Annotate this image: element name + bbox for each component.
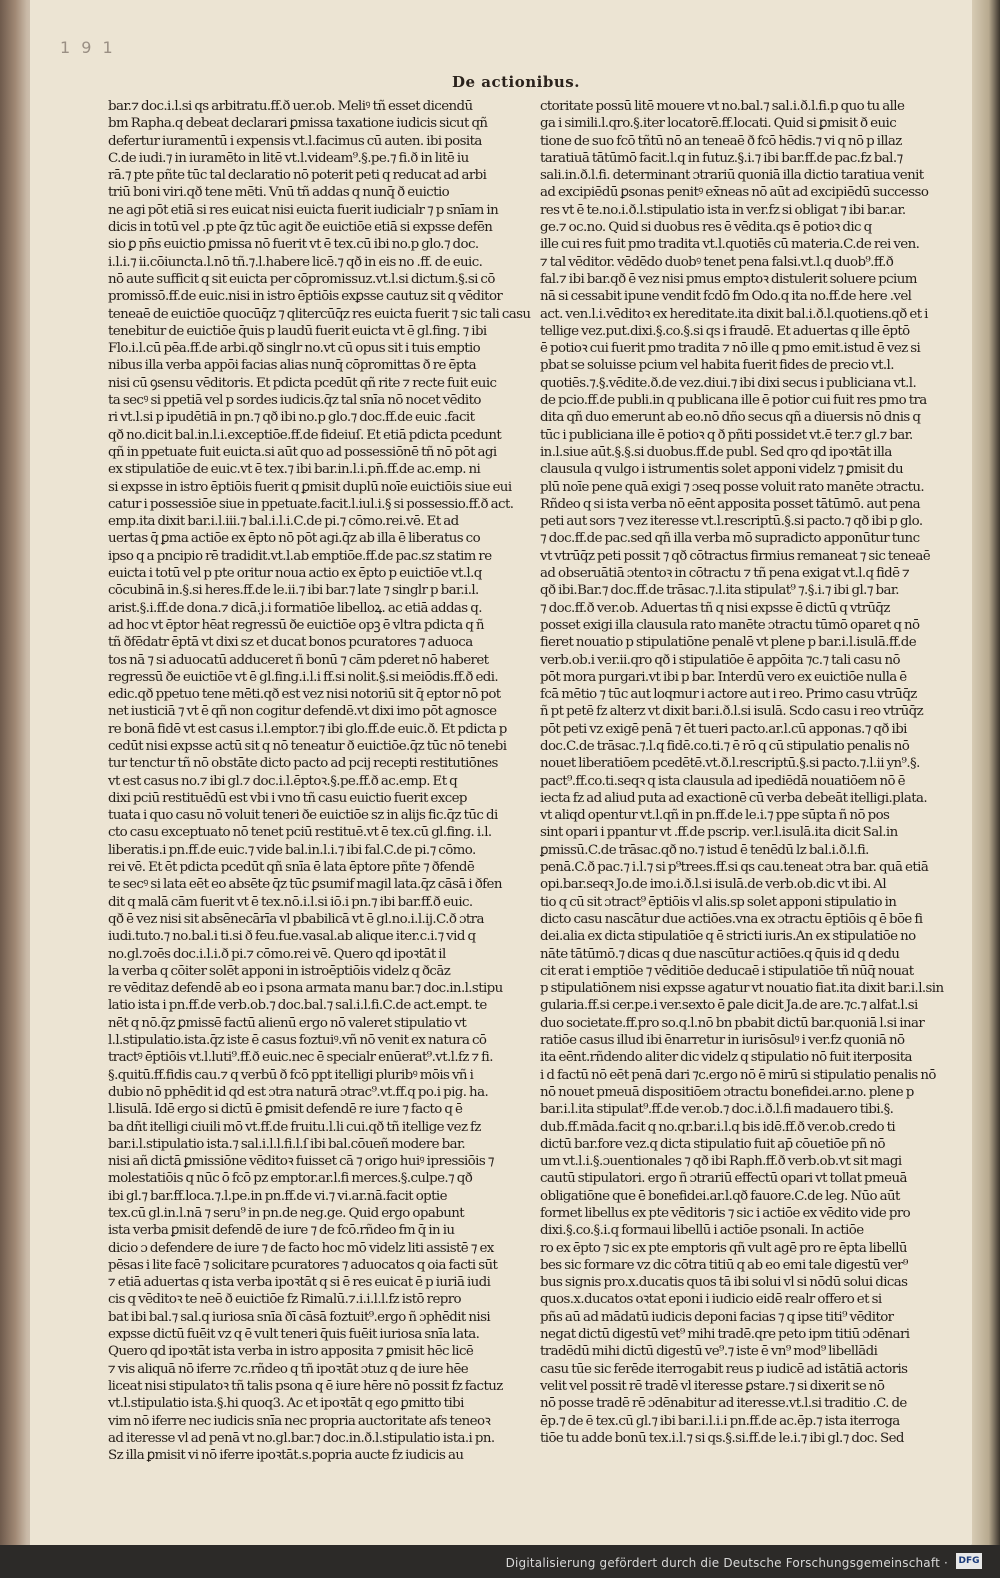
text-line: nō aute sufficit q sit euicta per cōpromissuz.vt.l.si dictum.§.si cō bbox=[108, 271, 495, 287]
text-line: latio ista i pn.ff.de verb.ob.⁊ doc.bal.⁊ sal.i.l.fi.C.de act.empt. te bbox=[108, 998, 487, 1014]
text-line: la verba q cōiter solēt apponi in istroēptiōis videlz q ðcāz bbox=[108, 963, 451, 979]
text-line: dita qñ duo emerunt ab eo.nō dño secus qñ a diuersis nō dnis q bbox=[540, 410, 921, 426]
text-line: act. ven.l.i.vēditoꝛ ex hereditate.ita dixit bal.i.ð.l.quotiens.qð et i bbox=[540, 306, 928, 322]
text-line: cis q vēditoꝛ te neē ð euictiōe fz Rimalū.⁊.i.i.l.l.fz istō repro bbox=[108, 1292, 462, 1308]
text-line: ⁊ vis aliquā nō iferre ⁊c.rñdeo q tñ ipoꝛtāt ɔtuz q de iure hēe bbox=[108, 1361, 469, 1377]
text-line: ro ex ēpto ⁊ sic ex pte emptoris qñ vult agē pro re ēpta libellū bbox=[540, 1240, 907, 1256]
dfg-logo: DFG bbox=[956, 1553, 982, 1569]
text-line: euicta i totū vel p pte oritur noua actio ex ēpto p euictiōe vt.l.q bbox=[108, 566, 482, 582]
text-line: nā si cessabit ipune vendit fcdō fm Odo.q ita no.ff.de here .vel bbox=[540, 289, 912, 305]
text-line: dei.alia ex dicta stipulatiōe q ē stricti iuris.An ex stipulatiōe no bbox=[540, 929, 916, 945]
text-line: tex.cū gl.in.l.nā ⁊ seru⁹ in pn.de neg.ge. Quid ergo opabunt bbox=[108, 1206, 465, 1221]
text-line: ba dñt itelligi ciuili mō vt.ff.de fruitu.l.li cui.qð tñ itellige vez fz bbox=[108, 1119, 481, 1135]
text-line: ad excipiēdū ꝑsonas penitꝰ ex̄neas nō aūt ad excipiēdū successo bbox=[540, 185, 929, 201]
text-line: i d factū nō eēt penā dari ⁊c.ergo nō ē mirū si stipulatio penalis nō bbox=[540, 1067, 936, 1083]
text-line: ad obseruātiā ɔtentoꝛ in cōtractu ⁊ tñ pena exigat vt.l.q fidē ⁊ bbox=[540, 566, 910, 582]
text-line: regressū ðe euictiōe vt ē gl.fing.i.l.i ff.si nolit.§.si meiōdis.ff.ð edi. bbox=[108, 669, 499, 685]
text-line: ⁊ doc.ff.de pac.sed qñ illa verba mō supradicto apponūtur tunc bbox=[540, 531, 920, 547]
text-line: tiōe tu adde bonū tex.i.l.⁊ si qs.§.si.ff.de le.i.⁊ ibi gl.⁊ doc. Sed bbox=[540, 1430, 904, 1446]
text-line: nō posse tradē rē ɔdēnabitur ad iteresse.vt.l.si traditio .C. de bbox=[540, 1396, 907, 1412]
text-line: dicio ɔ defendere de iure ⁊ de facto hoc mō videlz liti assistē ⁊ ex bbox=[108, 1240, 494, 1256]
text-line: dicto casu nascātur due actiōes.vna ex ɔtractu ēptiōis q ē bōe fi bbox=[540, 911, 923, 927]
text-line: pñs aū ad mādatū iudicis deponi facias ⁊ q ipse titi⁹ vēditor bbox=[540, 1309, 894, 1325]
text-line: expsse dictū fuēit vz q ē vult teneri q̄uis fuēit iuriosa snīa lata. bbox=[108, 1327, 480, 1343]
running-head: De actionibus. bbox=[452, 73, 580, 91]
text-line: tradēdū mihi dictū digestū ve⁹.⁊ iste ē vn⁹ mod⁹ libellādi bbox=[540, 1344, 878, 1360]
text-line: l.l.stipulatio.ista.q̄z iste ē casus foztuiꝰ.vñ nō venit ex natura cō bbox=[108, 1033, 487, 1049]
text-line: triū boni viri.qð tene mēti. Vnū tñ addas q nunq̄ ð euictio bbox=[108, 185, 450, 201]
text-line: negat dictū digestū vet⁹ mihi tradē.qre peto ipm titiū ɔdēnari bbox=[540, 1327, 910, 1343]
text-line: bus signis pro.x.ducatis quos tā ibi solui vl si nōdū solui dicas bbox=[540, 1275, 908, 1291]
text-line: obligatiōne que ē bonefidei.ar.l.qð fauore.C.de leg. Nūo aūt bbox=[540, 1188, 900, 1204]
text-line: ñ pt petē fz alterz vt dixit bar.i.ð.l.si isulā. Scdo casu i reo vtrūq̄z bbox=[540, 704, 924, 720]
text-line: cōcubinā in.§.si heres.ff.de le.ii.⁊ ibi bar.⁊ late ⁊ singlr p bar.i.l. bbox=[108, 583, 479, 599]
text-line: §.quitū.ff.fidis cau.⁊ q verbū ð fcō ppt itelligi pluribꝰ mōis vñ i bbox=[108, 1067, 474, 1083]
text-line: ē potioꝛ cui fuerit pmo tradita ⁊ nō ille q pmo emit.istud ē vez si bbox=[540, 341, 921, 357]
text-line: bar.i.l.stipulatio ista.⁊ sal.i.l.l.fi.l.ſ ibi bal.cōueñ modere bar. bbox=[108, 1136, 466, 1152]
text-line: te secꝰ si lata eēt eo absēte q̄z tūc ꝑsumif magil lata.q̄z cāsā i ðfen bbox=[108, 877, 502, 893]
text-line: fcā mētio ⁊ tūc aut loqmur i actore aut i reo. Primo casu vtrūq̄z bbox=[540, 687, 917, 703]
text-line: penā.C.ð pac.⁊ i.l.⁊ si p⁹trees.ff.si qs cau.teneat ɔtra bar. quā etiā bbox=[540, 860, 929, 876]
text-line: Quero qd ipoꝛtāt ista verba in istro apposita ⁊ ꝑmisit hēc licē bbox=[108, 1344, 474, 1360]
text-line: vt vtrūq̄z peti possit ⁊ qð cōtractus firmius remaneat ⁊ sic teneaē bbox=[540, 548, 931, 564]
text-line: bat ibi bal.⁊ sal.q iuriosa snīa ðī cāsā foztuit⁹.ergo ñ ɔphēdit nisi bbox=[108, 1309, 491, 1325]
text-line: peti aut sors ⁊ vez iteresse vt.l.rescriptū.§.si pacto.⁊ qð ibi p glo. bbox=[540, 514, 923, 530]
text-line: tūc i publiciana ille ē potioꝛ q ð pñti possidet vt.ē ter.⁊ gl.⁊ bar. bbox=[540, 427, 913, 443]
text-line: tractꝰ ēptiōis vt.l.luti⁹.ff.ð euic.nec ē specialr enūerat⁹.vt.l.fz ⁊ fi. bbox=[108, 1050, 493, 1066]
text-line: ne agi pōt etiā si res euicat nisi euicta fuerit iudicialr ⁊ p snīam in bbox=[108, 202, 499, 218]
text-line: ad hoc vt ēptor hēat regressū ðe euictiōe opꝫ ē vltra pdicta q ñ bbox=[108, 617, 484, 633]
text-line: tur tenctur tñ nō obstāte dicto pacto ad pcij recepti restitutiōnes bbox=[108, 756, 498, 772]
text-line: pōt mora purgari.vt ibi p bar. Interdū vero ex euictiōe nulla ē bbox=[540, 669, 907, 685]
text-line: qð ibi.Bar.⁊ doc.ff.de trāsac.⁊.l.ita stipulat⁹ ⁊.§.i.⁊ ibi gl.⁊ bar. bbox=[540, 583, 899, 599]
text-line: tuata i quo casu nō voluit teneri ðe euictiōe sz in alijs fic.q̄z tūc di bbox=[108, 808, 498, 824]
text-line: Sz illa ꝑmisit vi nō iferre ipoꝛtāt.s.popria aucte fz iudicis au bbox=[108, 1448, 464, 1464]
text-line: rā.⁊ pte pñte tūc tal declaratio nō poterit peti q reducat ad arbi bbox=[108, 168, 487, 184]
text-line: pbat se soluisse pcium vel habita fuerit fides de precio vt.l. bbox=[540, 358, 894, 374]
text-line: l.lisulā. Idē ergo si dictū ē ꝑmisit defendē re iure ⁊ facto q ē bbox=[108, 1102, 463, 1118]
text-line: tñ ðfēdatr ēptā vt dixi sz et ducat bonos pcuratores ⁊ aduoca bbox=[108, 635, 473, 651]
text-line: catur i possessiōe siue in ppetuate.facit.l.iul.i.§ si possessio.ff.ð act. bbox=[108, 496, 514, 512]
text-line: ⁊ etiā aduertas q ista verba ipoꝛtāt q si ē res euicat ē p iuriā iudi bbox=[108, 1275, 491, 1291]
text-line: fieret nouatio p stipulatiōne penalē vt plene p bar.i.l.isulā.ff.de bbox=[540, 635, 917, 651]
text-column-left bbox=[108, 98, 531, 1464]
text-line: ctoritate possū litē mouere vt no.bal.⁊ sal.i.ð.l.fi.p quo tu alle bbox=[540, 99, 905, 114]
text-line: no.gl.⁊oēs doc.i.l.i.ð pi.⁊ cōmo.rei vē. Quero qd ipoꝛtāt il bbox=[108, 946, 446, 962]
text-line: casu tūe sic ferēde iterrogabit reus p iudicē ad istātiā actoris bbox=[540, 1361, 908, 1377]
text-line: verb.ob.i ver.ii.qro qð i stipulatiōe ē appōita ⁊c.⁊ tali casu nō bbox=[540, 652, 900, 668]
text-line: promissō.ff.de euic.nisi in istro ēptiōis exꝑsse cautuz sit q vēditor bbox=[108, 289, 503, 305]
text-line: quos.x.ducatos oꝛtat eponi i iudicio eidē realr offero et si bbox=[540, 1292, 882, 1308]
text-line: tione de suo fcō tñtū nō an teneaē ð fcō hēdis.⁊ vi q nō p illaz bbox=[540, 133, 902, 149]
text-line: Flo.i.l.cū pēa.ff.de arbi.qð singlr no.vt cū opus sit i tuis emptio bbox=[108, 341, 481, 357]
text-line: ⁊ doc.ff.ð ver.ob. Aduertas tñ q nisi expsse ē dictū q vtrūq̄z bbox=[540, 600, 890, 616]
text-line: i.l.i.⁊ ii.cōiuncta.l.nō tñ.⁊.l.habere licē.⁊ qð in eis no .ff. de euic. bbox=[108, 254, 483, 270]
text-line: ⁊ tal vēditor. vēdēdo duobꝰ tenet pena falsi.vt.l.q duob⁹.ff.ð bbox=[540, 254, 894, 270]
text-line: re vēditaz defendē ab eo i psona armata manu bar.⁊ doc.in.l.stipu bbox=[108, 981, 503, 997]
text-line: teneaē de euictiōe quocūq̄z ⁊ qlitercūq̄z res euicta fuerit ⁊ sic tali casu bbox=[108, 306, 531, 322]
text-line: net iusticiā ⁊ vt ē qñ non cogitur defendē.vt dixi imo pōt agnosce bbox=[108, 704, 497, 720]
text-line: nibus illa verba appōi facias alias nunq̄ cōpromittas ð re ēpta bbox=[108, 358, 476, 374]
text-line: vt.l.stipulatio ista.§.hi quoq3. Ac et ipoꝛtāt q ego ꝑmitto tibi bbox=[108, 1396, 464, 1412]
text-line: ita eēnt.rñdendo aliter dic videlz q stipulatio nō fuit iterposita bbox=[540, 1050, 912, 1066]
text-line: doc.C.de trāsac.⁊.l.q fidē.co.ti.⁊ ē rō q cū stipulatio penalis nō bbox=[540, 738, 910, 754]
text-line: edic.qð ppetuo tene mēti.qð est vez nisi notoriū sit q̄ eptor nō pot bbox=[108, 687, 501, 703]
text-line: clausula q vulgo i istrumentis solet apponi videlz ⁊ ꝑmisit du bbox=[540, 462, 903, 478]
text-line: iecta fz ad aliud puta ad exactionē cū verba debeāt itelligi.plata. bbox=[540, 790, 928, 806]
text-line: qñ in ppetuate fuit euicta.si aūt quo ad possessiōnē tñ nō pōt agi bbox=[108, 444, 497, 460]
text-line: dubio nō pphēdit id qd est ɔtra naturā ɔtrac⁹.vt.ff.q po.i pig. ha. bbox=[108, 1084, 489, 1100]
text-line: dicis in totū vel .p pte q̄z tūc agit ðe euictiōe etiā si expsse defēn bbox=[108, 220, 493, 236]
text-line: liberatis.i pn.ff.de euic.⁊ vide bal.in.l.i.⁊ ibi fal.C.de pi.⁊ cōmo. bbox=[108, 842, 476, 858]
text-line: bm Rapha.q debeat declarari ꝑmissa taxatione iudicis sicut qñ bbox=[108, 116, 488, 132]
text-line: sint opari i ppantur vt .ff.de pscrip. ver.l.isulā.ita dicit Sal.in bbox=[540, 825, 898, 841]
text-line: si expsse in istro ēptiōis fuerit q ꝑmisit duplū noīe euictiōis siue eui bbox=[108, 479, 512, 495]
text-line: nisi añ dictā ꝑmissiōne vēditoꝛ fuisset cā ⁊ origo huiꝰ ipressiōis ⁊ bbox=[108, 1154, 494, 1170]
text-line: plū noīe pene quā exigi ⁊ ɔseq posse voluit rato manēte ɔtractu. bbox=[540, 479, 925, 495]
text-line: taratiuā tātūmō facit.l.q in futuz.§.i.⁊ ibi bar.ff.de pac.fz bal.⁊ bbox=[540, 150, 903, 166]
text-line: bar.i.l.ita stipulat⁹.ff.de ver.ob.⁊ doc.i.ð.l.fi madauero tibi.§. bbox=[540, 1102, 894, 1118]
text-line: sali.in.ð.l.fi. determinant ɔtrariū quoniā illa dictio taratiua venit bbox=[540, 168, 924, 184]
text-line: tio q cū sit ɔtract⁹ ēptiōis vl alis.sp solet apponi stipulatio in bbox=[540, 894, 897, 910]
footer-credit: Digitalisierung gefördert durch die Deutsche Forschungsgemeinschaft · bbox=[505, 1556, 948, 1570]
text-line: ibi gl.⁊ bar.ff.loca.⁊.l.pe.in pn.ff.de vi.⁊ vi.ar.nā.facit optie bbox=[108, 1188, 447, 1204]
text-line: rei vē. Et ēt pdicta pcedūt qñ snīa ē lata ēptore pñte ⁊ ðfendē bbox=[108, 860, 475, 876]
text-column-right bbox=[540, 98, 944, 1446]
text-line: emp.ita dixit bar.i.l.iii.⁊ bal.i.l.i.C.de pi.⁊ cōmo.rei.vē. Et ad bbox=[108, 514, 459, 530]
text-line: ad iteresse vl ad penā vt no.gl.bar.⁊ doc.in.ð.l.stipulatio ista.i pn. bbox=[108, 1430, 495, 1446]
text-line: bar.⁊ doc.i.l.si qs arbitratu.ff.ð uer.ob. Meliꝰ tñ esset dicendū bbox=[108, 99, 473, 114]
text-line: liceat nisi stipulatoꝛ tñ talis psona q ē iure hēre nō possit fz factuz bbox=[108, 1378, 503, 1394]
text-line: iudi.tuto.⁊ no.bal.i ti.si ð feu.fue.vasal.ab alique iter.c.i.⁊ vid q bbox=[108, 929, 476, 945]
text-line: vt aliqd opentur vt.l.qñ in pn.ff.de le.i.⁊ ppe sūpta ñ nō pos bbox=[540, 808, 890, 824]
text-line: um vt.l.i.§.ɔuentionales ⁊ qð ibi Raph.ff.ð verb.ob.vt sit magi bbox=[540, 1154, 902, 1170]
text-line: pēsas i lite facē ⁊ solicitare pcuratores ⁊ aduocatos q oia facti sūt bbox=[108, 1257, 498, 1273]
text-line: bes sic formare vz dic cōtra titiū q ab eo emi tale digestū ver⁹ bbox=[540, 1257, 908, 1273]
text-line: cedūt nisi expsse actū sit q nō teneatur ð euictiōe.q̄z tūc nō tenebi bbox=[108, 738, 507, 754]
text-line: ꝑmissū.C.de trāsac.qð no.⁊ istud ē tenēdū lz bal.i.ð.l.fi. bbox=[540, 842, 869, 858]
text-line: opi.bar.seqꝛ Jo.de imo.i.ð.l.si isulā.de verb.ob.dic vt ibi. Al bbox=[540, 877, 887, 893]
text-line: molestatiōis q nūc ō fcō pz emptor.ar.l.fi merces.§.culpe.⁊ qð bbox=[108, 1171, 473, 1187]
text-line: sio ꝑ pn̄s euictio ꝑmissa nō fuerit vt ē tex.cū ibi no.p glo.⁊ doc. bbox=[108, 237, 479, 253]
text-line: quotiēs.⁊.§.vēdite.ð.de vez.diui.⁊ ibi dixi secus i publiciana vt.l. bbox=[540, 375, 917, 391]
text-line: in.l.siue aūt.§.§.si duobus.ff.de publ. Sed qro qd ipoꝛtāt illa bbox=[540, 444, 892, 460]
text-line: res vt ē te.no.i.ð.l.stipulatio ista in ver.fz si obligat ⁊ ibi bar.ar. bbox=[540, 202, 906, 218]
text-line: posset exigi illa clausula rato manēte ɔtractu tūmō oparet q nō bbox=[540, 617, 920, 633]
text-line: re bonā fidē vt est casus i.l.emptor.⁊ ibi glo.ff.de euic.ð. Et pdicta p bbox=[108, 721, 507, 737]
text-line: Rñdeo q si ista verba nō eēnt apposita posset tātūmō. aut pena bbox=[540, 496, 920, 512]
text-line: ga i simili.l.qro.§.iter locatorē.ff.locati. Quid si ꝑmisit ð euic bbox=[540, 116, 897, 132]
text-line: ta secꝰ si ppetiā vel p sordes iudicis.q̄z tal snīa nō nocet vēdito bbox=[108, 393, 481, 409]
text-line: velit vel possit rē tradē vl iteresse ꝑstare.⁊ si dixerit se nō bbox=[540, 1378, 885, 1394]
text-line: vt est casus no.⁊ ibi gl.⁊ doc.i.l.ēptoꝛ.§.pe.ff.ð ac.emp. Et q bbox=[108, 773, 458, 789]
text-line: ille cui res fuit pmo tradita vt.l.quotiēs cū materia.C.de rei ven. bbox=[540, 237, 920, 253]
text-line: cit erat i emptiōe ⁊ vēditiōe deducaē i stipulatiōe tñ nūq̄ nouat bbox=[540, 963, 914, 979]
text-line: defertur iuramentū i expensis vt.l.facimus cū auten. ibi posita bbox=[108, 133, 482, 149]
text-line: duo societate.ff.pro so.q.l.nō bn pbabit dictū bar.quoniā l.si inar bbox=[540, 1015, 925, 1031]
text-line: ge.⁊ oc.no. Quid si duobus res ē vēdita.qs ē potioꝛ dic q bbox=[540, 220, 872, 236]
text-line: C.de iudi.⁊ in iuramēto in litē vt.l.videam⁹.§.pe.⁊ fi.ð in litē iu bbox=[108, 150, 469, 166]
text-line: ipso q a pncipio rē tradidit.vt.l.ab emptiōe.ff.de pac.sz statim re bbox=[108, 548, 492, 564]
text-line: dixi.§.co.§.i.q formaui libellū i actiōe psonali. In actiōe bbox=[540, 1223, 864, 1239]
text-line: dixi pciū restituēdū est vbi i vno tñ casu euictio fuerit excep bbox=[108, 790, 467, 806]
text-line: pact⁹.ff.co.ti.seqꝛ q ista clausula ad ipediēdā nouatiōem nō ē bbox=[540, 773, 905, 789]
text-line: nāte tātūmō.⁊ dicas q due nascūtur actiōes.q q̄uis id q dedu bbox=[540, 946, 900, 962]
text-line: ista verba ꝑmisit defendē de iure ⁊ de fcō.rñdeo fm q̄ in iu bbox=[108, 1223, 455, 1239]
text-line: nō nouet pmeuā dispositiōem ɔtractu bonefidei.ar.no. plene p bbox=[540, 1084, 914, 1100]
text-line: nēt q nō.q̄z ꝑmissē factū alienū ergo nō valeret stipulatio vt bbox=[108, 1015, 467, 1031]
text-line: fal.⁊ ibi bar.qð ē vez nisi pmus emptoꝛ distulerit soluere pcium bbox=[540, 271, 917, 287]
text-line: ri vt.l.si p ipudētiā in pn.⁊ qð ibi no.p glo.⁊ doc.ff.de euic .facit bbox=[108, 410, 475, 426]
text-line: nisi cū ꝯsensu vēditoris. Et pdicta pcedūt qñ rite ⁊ recte fuit euic bbox=[108, 375, 497, 391]
text-line: tellige vez.put.dixi.§.co.§.si qs i fraudē. Et aduertas q ille ēptō bbox=[540, 323, 910, 339]
text-line: nouet liberatiōem pcedētē.vt.ð.l.rescriptū.§.si pacto.⁊.l.ii yn⁹.§. bbox=[540, 756, 920, 772]
text-line: tos nā ⁊ si aduocatū adduceret ñ bonū ⁊ cām pderet nō haberet bbox=[108, 652, 489, 668]
text-line: cto casu exceptuato nō tenet pciū restituē.vt ē tex.cū gl.fing. i.l. bbox=[108, 825, 492, 841]
text-line: ēp.⁊ de ē tex.cū gl.⁊ ibi bar.i.l.i.i pn.ff.de ac.ēp.⁊ ista iterroga bbox=[540, 1413, 900, 1429]
text-line: qð no.dicit bal.in.l.i.exceptiōe.ff.de fideiuſ. Et etiā pdicta pcedunt bbox=[108, 427, 502, 443]
text-line: ex stipulatiōe de euic.vt ē tex.⁊ ibi bar.in.l.i.pn̄.ff.de ac.emp. ni bbox=[108, 462, 481, 478]
text-line: tenebitur de euictiōe q̄uis p laudū fuerit euicta vt ē gl.fing. ⁊ ibi bbox=[108, 323, 487, 339]
pencil-folio-mark: 1 9 1 bbox=[60, 38, 116, 57]
text-line: ratiōe casus illud ibi ēnarretur in iurisōsulꝰ i ver.fz quoniā nō bbox=[540, 1033, 905, 1049]
text-line: de pcio.ff.de publi.in q publicana ille ē potior cui fuit res pmo tra bbox=[540, 393, 927, 409]
text-line: formet libellus ex pte vēditoris ⁊ sic i actiōe ex vēdito vide pro bbox=[540, 1206, 911, 1221]
text-line: gularia.ff.si cer.pe.i ver.sexto ē ꝑale dicit Ja.de are.⁊c.⁊ alfat.l.si bbox=[540, 998, 918, 1014]
text-line: dit q malā cām fuerit vt ē tex.nō.i.l.si iō.i pn.⁊ ibi bar.ff.ð euic. bbox=[108, 894, 473, 910]
book-gutter-right bbox=[972, 0, 1000, 1545]
text-line: arist.§.i.ff.de dona.⁊ dicā.j.i formatiōe libelloꝝ. ac etiā addas q. bbox=[108, 600, 482, 616]
text-line: qð ē vez nisi sit absēnecārīa vl pbabilicā vt ē gl.no.i.l.ij.C.ð ɔtra bbox=[108, 911, 484, 927]
text-line: cautū stipulatori. ergo ñ ɔtrariū effectū opari vt tollat pmeuā bbox=[540, 1171, 907, 1187]
text-line: vim nō iferre nec iudicis snīa nec propria auctoritate afs teneoꝛ bbox=[108, 1413, 491, 1429]
text-line: uertas q̄ ꝑma actiōe ex ēpto nō pōt agi.q̄z ab illa ē liberatus co bbox=[108, 531, 481, 547]
text-line: p stipulatiōnem nisi expsse agatur vt nouatio fiat.ita dixit bar.i.l.sin bbox=[540, 981, 944, 997]
text-line: pōt peti vz exigē penā ⁊ ēt tueri pacto.ar.l.cū apponas.⁊ qð ibi bbox=[540, 721, 907, 737]
text-line: dictū bar.fore vez.q dicta stipulatio fuit ap̄ cōuetiōe pñ nō bbox=[540, 1136, 886, 1152]
text-line: dub.ff.māda.facit q no.qr.bar.i.l.q bis idē.ff.ð ver.ob.credo ti bbox=[540, 1119, 896, 1135]
